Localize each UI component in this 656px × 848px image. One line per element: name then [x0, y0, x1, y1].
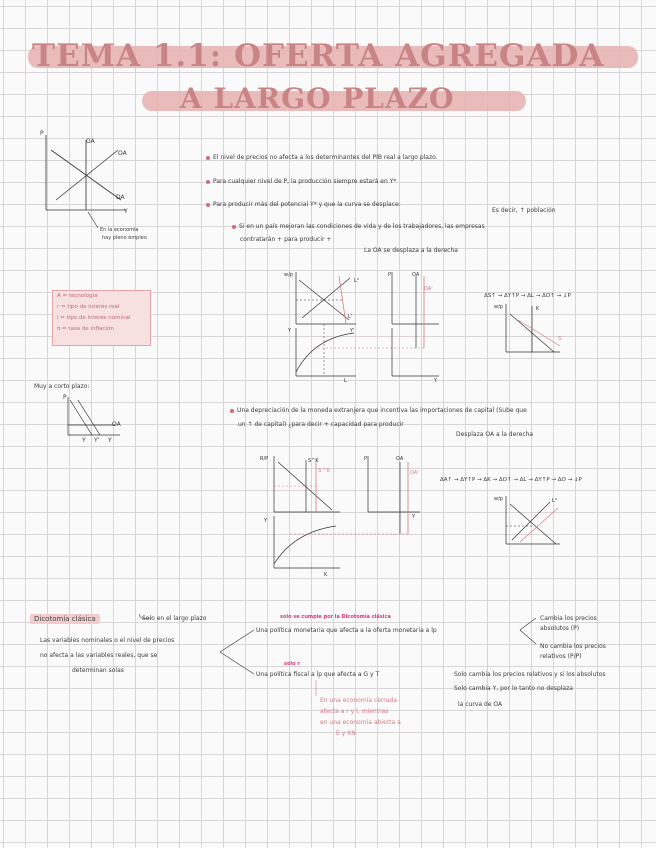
- fiscal-result-1: Solo cambia los precios relativos y si los absolutos: [454, 671, 606, 678]
- svg-text:L': L': [348, 314, 353, 320]
- graph-label-oa2: OA: [118, 150, 127, 157]
- svg-text:w/p: w/p: [284, 272, 293, 278]
- fiscal-policy: Una política fiscal a lp que afecta a G y T: [256, 671, 380, 678]
- monetary-result-2a: No cambia los precios: [540, 643, 606, 650]
- bullet-3-sub1: [232, 222, 485, 231]
- svg-text:Y': Y': [350, 328, 355, 334]
- bullet-3-sub1-text: Si en un país mejoran las condiciones de vida y de los trabajadores, las empresas: [239, 223, 485, 230]
- monetary-result-1a: Cambia los precios: [540, 615, 597, 622]
- page-title: TEMA 1.1: OFERTA AGREGADA: [32, 38, 605, 74]
- legend-item: A = tecnología: [57, 293, 98, 299]
- svg-text:OA: OA: [396, 456, 404, 462]
- monetary-policy: Una política monetaria que afecta a la oferta monetaria a lp: [256, 627, 437, 634]
- legend-item: r = tipo de interés real: [57, 304, 120, 310]
- bullet-3-text: Para producir más del potencial Y* y que la curva se desplace:: [213, 201, 401, 208]
- svg-text:L°: L°: [552, 498, 558, 504]
- svg-text:OA: OA: [412, 272, 420, 278]
- bullet-dot: [206, 156, 210, 160]
- bullet-3: [206, 200, 401, 209]
- graph-p-label: P: [40, 130, 44, 137]
- svg-text:L: L: [344, 378, 347, 384]
- long-run-as-graph: [36, 130, 139, 240]
- fiscal-note-1: En una economía cerrada: [320, 697, 397, 704]
- svg-text:Y: Y: [264, 518, 268, 524]
- svg-text:OA': OA': [410, 470, 419, 476]
- bullet-4-text: Una depreciación de la moneda extranjera que incentiva las importaciones de capital (Sube que: [237, 407, 527, 414]
- monetary-header: solo se cumple por la Dicotomía clásica: [280, 614, 391, 620]
- sr-label-p: P: [63, 394, 67, 401]
- graph-note-2: hay pleno empleo: [102, 235, 147, 241]
- bullet-dot: [232, 225, 236, 229]
- graph-label-oa1: OA: [86, 138, 95, 145]
- svg-text:S'^K: S'^K: [318, 468, 331, 474]
- capital-diagram-2: [494, 492, 574, 552]
- dichotomy-solo-lp: Solo en el largo plazo: [142, 615, 207, 622]
- graph-label-y: Y: [124, 208, 128, 215]
- svg-text:P: P: [388, 272, 392, 278]
- fiscal-note-3: en una economía abierta a: [320, 719, 401, 726]
- bullet-3-note1: Es decir, ↑ población: [492, 207, 556, 214]
- sr-label-y2: Y': [94, 437, 100, 444]
- sr-label-oa: OA: [112, 421, 121, 428]
- legend-box: [52, 290, 151, 346]
- svg-text:Y: Y: [412, 514, 416, 520]
- dichotomy-desc-2: no afecta a las variables reales, que se: [40, 652, 158, 659]
- bullet-2-text: Para cualquier nivel de P, la producción siempre estará en Y*: [213, 178, 397, 185]
- bullet-3-note2: La OA se desplaza a la derecha: [364, 247, 458, 254]
- graph-label-da: DA: [116, 194, 125, 201]
- page-subtitle: A LARGO PLAZO: [180, 82, 455, 115]
- graph-note-1: En la economía: [100, 227, 139, 233]
- fiscal-note-4: E y XN: [336, 730, 356, 737]
- chain-2: ΔA↑ → ΔY↑P → ΔK → ΔO↑ → ΔL → ΔY↑P → ΔO → ↓P: [440, 477, 582, 483]
- monetary-result-1b: absolutos (P): [540, 625, 580, 632]
- dichotomy-tag: Dicotomía clásica: [30, 614, 100, 624]
- fiscal-result-3: la curva de OA: [458, 701, 503, 708]
- svg-text:K: K: [324, 572, 328, 578]
- svg-text:w/p: w/p: [494, 304, 503, 310]
- bullet-1: [206, 153, 438, 162]
- svg-text:w/p: w/p: [494, 496, 503, 502]
- bullet-dot: [206, 180, 210, 184]
- svg-text:Y: Y: [288, 328, 292, 334]
- bullet-4-note: Desplaza OA a la derecha: [456, 431, 534, 438]
- dichotomy-desc-1: Las variables nominales o el nivel de precios: [40, 637, 175, 644]
- monetary-result-2b: relativos (P/P): [540, 653, 582, 660]
- svg-text:L°: L°: [354, 278, 360, 284]
- svg-text:R/P: R/P: [260, 456, 269, 462]
- bullet-dot: [230, 409, 234, 413]
- bullet-2: [206, 177, 396, 186]
- svg-text:Y: Y: [434, 378, 438, 384]
- svg-text:OA': OA': [424, 286, 433, 292]
- bullet-1-text: El nivel de precios no afecta a los determinantes del PIB real a largo plazo.: [213, 154, 438, 161]
- svg-text:S^K: S^K: [308, 458, 319, 464]
- legend-item: π = tasa de inflación: [57, 326, 114, 332]
- shift-diagram-2: [260, 452, 430, 577]
- svg-text:K: K: [536, 306, 540, 312]
- short-run-title: Muy a corto plazo:: [34, 383, 90, 390]
- fiscal-header: solo r: [284, 661, 300, 667]
- bullet-dot: [206, 203, 210, 207]
- sr-label-y3: Y: [108, 437, 112, 444]
- shift-diagram-1: [284, 268, 454, 383]
- legend-item: i = tipo de interés nominal: [57, 315, 131, 321]
- bullet-3-sub2: contratarán + para producir +: [240, 236, 332, 243]
- bullet-4-line2: un ↑ de capital) ¿para decir + capacidad para producir: [238, 421, 404, 428]
- svg-text:S': S': [558, 336, 563, 342]
- fiscal-note-2: afecta a r y I, mientras: [320, 708, 389, 715]
- fiscal-result-2: Solo cambia Y, por lo tanto no desplaza: [454, 685, 573, 692]
- sr-label-y1: Y: [82, 437, 86, 444]
- capital-diagram-1: [494, 300, 574, 360]
- bullet-4: [230, 406, 527, 415]
- dichotomy-desc-3: determinan solas: [72, 667, 124, 674]
- svg-text:P: P: [364, 456, 368, 462]
- chain-1: ΔS↑ → ΔY↑P → ΔL → ΔO↑ → ↓P: [484, 293, 571, 299]
